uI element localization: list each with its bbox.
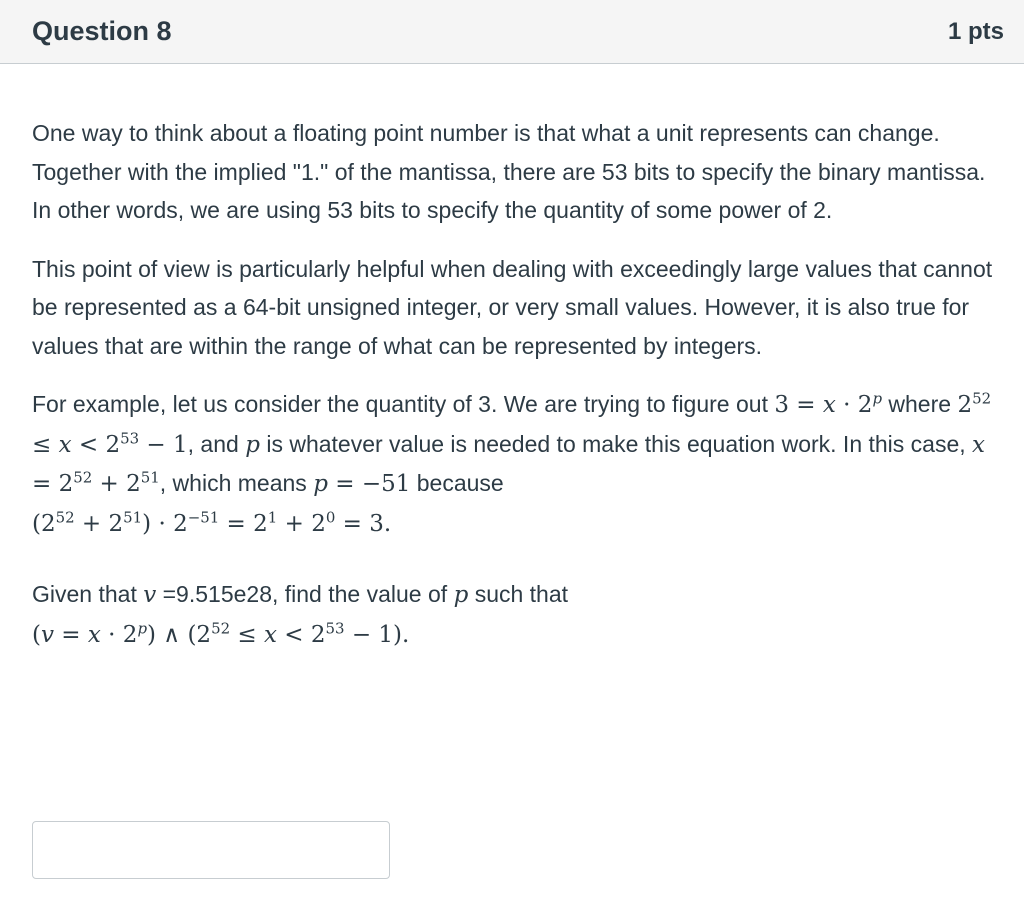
p3-intro: For example, let us consider the quantity of 3. We are trying to figure out: [32, 391, 768, 417]
paragraph-4: [32, 575, 994, 654]
math-range: $2^{52} \le x < 2^{53} - 1$: [32, 389, 992, 458]
paragraph-1: One way to think about a floating point number is that what a unit represents can change. Together with the implied "1." of the mantissa, there are 53 bits to specify the binary mantissa. In other words, we are using 53 bits to specify the quantity of some power of 2.: [32, 120, 986, 223]
p3-whatever: is whatever value is needed to make this equation work. In this case,: [266, 430, 966, 457]
math-v: v: [143, 582, 157, 608]
math-condition: $(v = x \cdot 2^p)$ ∧ $(2^{52} \le x < 2^{53} - 1)$.: [32, 618, 410, 648]
math-x-def: $x = 2^{52} + 2^{51}$: [32, 431, 986, 497]
question-body: [0, 64, 1024, 654]
p4-such: such that: [474, 581, 569, 607]
p3-because: because: [416, 470, 504, 496]
math-p-2: p: [453, 582, 469, 608]
p3-and: , and: [187, 430, 239, 457]
answer-input[interactable]: [32, 821, 390, 879]
p3-where: where: [888, 391, 952, 417]
question-points: 1 pts: [947, 17, 1004, 45]
math-eq-1: $3 = x \cdot 2^p$: [774, 389, 883, 418]
question-header: [0, 0, 1024, 64]
math-p: p: [245, 431, 260, 458]
paragraph-2: This point of view is particularly helpful when dealing with exceedingly large values that cannot be represented as a 64-bit unsigned integer, or very small values. However, it is also true for values that are within the range of what can be represented by integers.: [32, 255, 993, 359]
p4-given: Given that: [32, 581, 137, 607]
p3-which: , which means: [159, 470, 307, 496]
p4-value: =9.515e28, find the value of: [162, 581, 448, 607]
paragraph-3: [32, 385, 994, 543]
question-title: Question 8: [32, 16, 172, 46]
math-p-def: p = −51: [313, 471, 411, 497]
math-verification: $(2^{52} + 2^{51}) \cdot 2^{-51} = 2^1 + 2^0 = 3$.: [32, 507, 392, 537]
